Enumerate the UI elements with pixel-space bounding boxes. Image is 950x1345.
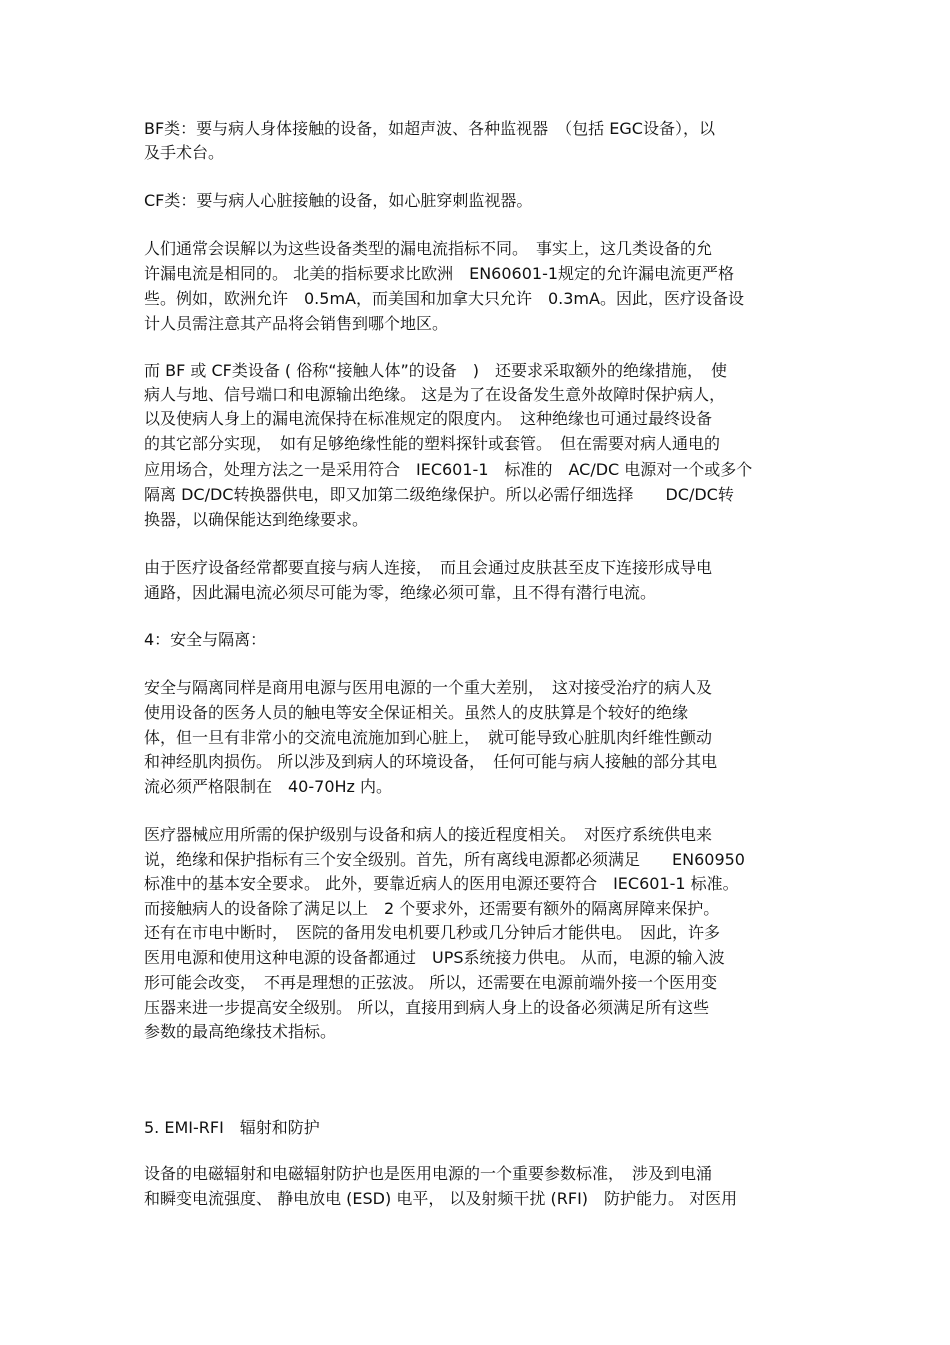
text-line: 而 BF 或 CF类设备 ( 俗称“接触人体”的设备 ) 还要求采取额外的绝缘措施， 使 <box>144 361 728 380</box>
text-line: 医疗器械应用所需的保护级别与设备和病人的接近程度相关。 对医疗系统供电来 <box>144 825 713 844</box>
text-line: BF类：要与病人身体接触的设备，如超声波、各种监视器 （包括 EGC设备），以 <box>144 119 715 138</box>
text-line: 人们通常会误解以为这些设备类型的漏电流指标不同。 事实上，这几类设备的允 <box>144 239 713 258</box>
section-heading: 5. EMI-RFI 辐射和防护 <box>144 1118 320 1137</box>
text-line: 标准中的基本安全要求。 此外，要靠近病人的医用电源还要符合 IEC601-1 标准。 <box>144 874 739 893</box>
text-line: 换器，以确保能达到绝缘要求。 <box>144 510 369 529</box>
text-line: 许漏电流是相同的。 北美的指标要求比欧洲 EN60601-1规定的允许漏电流更严格 <box>144 264 735 283</box>
text-line: 和神经肌肉损伤。 所以涉及到病人的环境设备， 任何可能与病人接触的部分其电 <box>144 752 718 771</box>
text-line: 隔离 DC/DC转换器供电，即又加第二级绝缘保护。所以必需仔细选择 DC/DC转 <box>144 485 734 504</box>
text-line: 些。例如，欧洲允许 0.5mA，而美国和加拿大只允许 0.3mA。因此，医疗设备设 <box>144 289 744 308</box>
text-line: 安全与隔离同样是商用电源与医用电源的一个重大差别， 这对接受治疗的病人及 <box>144 678 713 697</box>
text-line: 医用电源和使用这种电源的设备都通过 UPS系统接力供电。 从而，电源的输入波 <box>144 948 725 967</box>
text-line: 应用场合，处理方法之一是采用符合 IEC601-1 标准的 AC/DC 电源对一个或多个 <box>144 460 753 479</box>
text-line: 由于医疗设备经常都要直接与病人连接， 而且会通过皮肤甚至皮下连接形成导电 <box>144 558 713 577</box>
text-line: 压器来进一步提高安全级别。 所以，直接用到病人身上的设备必须满足所有这些 <box>144 998 710 1017</box>
text-line: 和瞬变电流强度、 静电放电 (ESD) 电平， 以及射频干扰 (RFI) 防护能力。 对医用 <box>144 1189 738 1208</box>
text-line: 以及使病人身上的漏电流保持在标准规定的限度内。 这种绝缘也可通过最终设备 <box>144 409 713 428</box>
text-line: 的其它部分实现， 如有足够绝缘性能的塑料探针或套管。 但在需要对病人通电的 <box>144 434 721 453</box>
text-line: 参数的最高绝缘技术指标。 <box>144 1022 337 1041</box>
text-line: 及手术台。 <box>144 143 225 162</box>
section-heading: 4：安全与隔离： <box>144 630 267 649</box>
text-line: 流必须严格限制在 40-70Hz 内。 <box>144 777 393 796</box>
text-line: 而接触病人的设备除了满足以上 2 个要求外，还需要有额外的隔离屏障来保护。 <box>144 899 720 918</box>
text-line: 还有在市电中断时， 医院的备用发电机要几秒或几分钟后才能供电。 因此，许多 <box>144 923 721 942</box>
text-line: 病人与地、信号端口和电源输出绝缘。 这是为了在设备发生意外故障时保护病人， <box>144 385 726 404</box>
text-line: 体，但一旦有非常小的交流电流施加到心脏上， 就可能导致心脏肌肉纤维性颤动 <box>144 728 713 747</box>
text-line: CF类：要与病人心脏接触的设备，如心脏穿刺监视器。 <box>144 191 533 210</box>
text-line: 设备的电磁辐射和电磁辐射防护也是医用电源的一个重要参数标准， 涉及到电涌 <box>144 1164 713 1183</box>
text-line: 说，绝缘和保护指标有三个安全级别。首先，所有离线电源都必须满足 EN60950 <box>144 850 745 869</box>
text-line: 计人员需注意其产品将会销售到哪个地区。 <box>144 314 449 333</box>
text-line: 使用设备的医务人员的触电等安全保证相关。虽然人的皮肤算是个较好的绝缘 <box>144 703 689 722</box>
text-line: 通路，因此漏电流必须尽可能为零，绝缘必须可靠，且不得有潜行电流。 <box>144 583 657 602</box>
text-line: 形可能会改变， 不再是理想的正弦波。 所以，还需要在电源前端外接一个医用变 <box>144 973 718 992</box>
